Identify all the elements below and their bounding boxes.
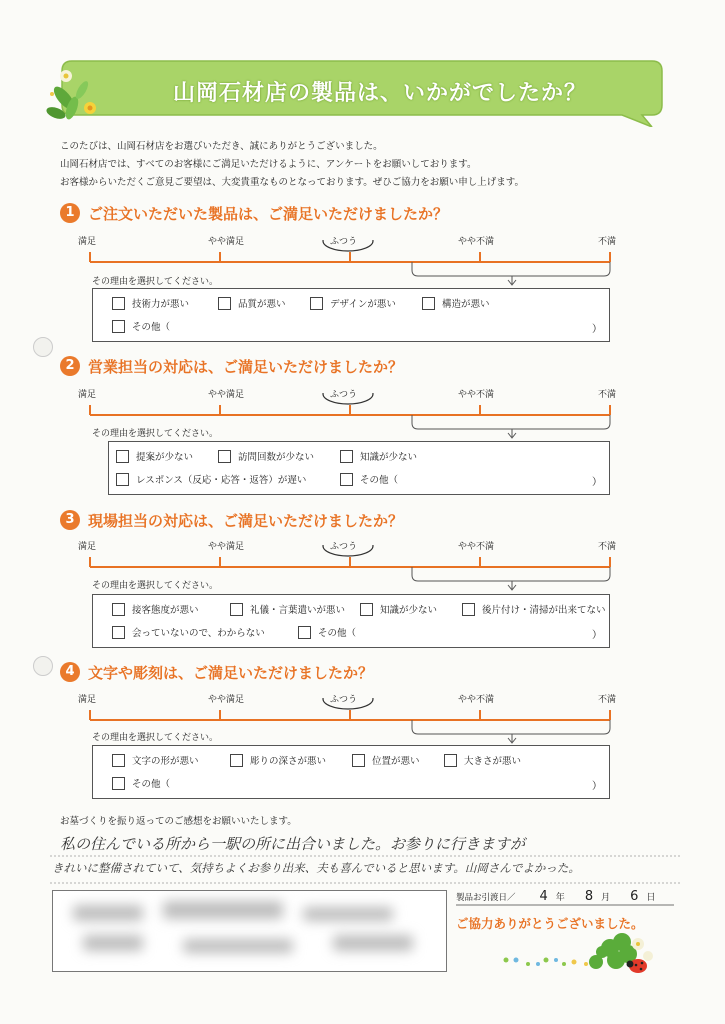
q2-option-4[interactable]: レスポンス（反応・応答・返答）が遅い (116, 472, 306, 486)
checkbox[interactable] (218, 297, 231, 310)
checkbox[interactable] (112, 777, 125, 790)
scale-satisfied: 満足 (78, 695, 97, 705)
q1-close-paren: ） (592, 324, 602, 335)
clover-ladybug-icon (498, 930, 678, 978)
scale-satisfied: 満足 (78, 542, 97, 552)
punch-hole-bottom (33, 656, 53, 676)
intro-line-1: このたびは、山岡石材店をお選びいただき、誠にありがとうございました。 (60, 141, 383, 152)
checkbox[interactable] (360, 603, 373, 616)
question-1-text: ご注文いただいた製品は、ご満足いただけましたか？ (88, 205, 449, 223)
scale-dissatisfied: 不満 (598, 237, 617, 247)
checkbox[interactable] (444, 754, 457, 767)
scale-neutral: ふつう (330, 390, 358, 400)
checkbox[interactable] (340, 450, 353, 463)
year-unit: 年 (555, 893, 565, 903)
checkbox[interactable] (116, 473, 129, 486)
q1-option-1[interactable]: 技術力が悪い (112, 296, 189, 310)
checkbox[interactable] (340, 473, 353, 486)
month-unit: 月 (601, 893, 611, 903)
question-4-number: 4 (60, 662, 80, 682)
scale-dissatisfied: 不満 (598, 390, 617, 400)
q2-close-paren: ） (592, 477, 602, 488)
q3-option-3[interactable]: 知識が少ない (360, 602, 437, 616)
q4-option-other[interactable]: その他（ (112, 776, 170, 790)
delivery-date-label: 製品お引渡日／ (456, 893, 516, 903)
scale-somewhat-satisfied: やや満足 (208, 390, 245, 400)
scale-dissatisfied: 不満 (598, 695, 617, 705)
comment-rule-1 (50, 855, 680, 857)
checkbox[interactable] (116, 450, 129, 463)
q1-option-3[interactable]: デザインが悪い (310, 296, 396, 310)
delivery-month: 8 (584, 889, 594, 904)
scale-somewhat-dissatisfied: やや不満 (458, 542, 495, 552)
checkbox[interactable] (422, 297, 435, 310)
scale-somewhat-dissatisfied: やや不満 (458, 695, 495, 705)
comment-line-2: きれいに整備されていて、気持ちよくお参り出来、夫も喜んでいると思います。山岡さんでよかった。 (52, 861, 580, 875)
delivery-day: 6 (630, 889, 639, 904)
q3-option-other[interactable]: その他（ (298, 625, 356, 639)
checkbox[interactable] (230, 603, 243, 616)
checkbox[interactable] (462, 603, 475, 616)
question-3-reason-prompt: その理由を選択してください。 (92, 581, 219, 591)
q3-option-4[interactable]: 後片付け・清掃が出来てない (462, 602, 606, 616)
question-3-text: 現場担当の対応は、ご満足いただけましたか？ (88, 512, 404, 530)
checkbox[interactable] (298, 626, 311, 639)
checkbox[interactable] (352, 754, 365, 767)
q2-option-2[interactable]: 訪問回数が少ない (218, 449, 314, 463)
leaf-flower-icon (42, 58, 112, 128)
question-2-text: 営業担当の対応は、ご満足いただけましたか？ (88, 358, 404, 376)
question-3-number: 3 (60, 510, 80, 530)
delivery-date (456, 889, 655, 904)
scale-somewhat-satisfied: やや満足 (208, 542, 245, 552)
scale-somewhat-dissatisfied: やや不満 (458, 237, 495, 247)
redacted-name-box (52, 890, 447, 972)
scale-satisfied: 満足 (78, 237, 97, 247)
checkbox[interactable] (112, 603, 125, 616)
q4-option-2[interactable]: 彫りの深さが悪い (230, 753, 326, 767)
page-title: 山岡石材店の製品は、いかがでしたか？ (172, 81, 587, 106)
comment-rule-2 (50, 882, 680, 884)
scale-somewhat-satisfied: やや満足 (208, 237, 245, 247)
checkbox[interactable] (112, 626, 125, 639)
q3-close-paren: ） (592, 630, 602, 641)
question-1-number: 1 (60, 203, 80, 223)
intro-line-2: 山岡石材店では、すべてのお客様にご満足いただけるように、アンケートをお願いしております。 (60, 159, 477, 170)
scale-somewhat-satisfied: やや満足 (208, 695, 245, 705)
checkbox[interactable] (310, 297, 323, 310)
checkbox[interactable] (230, 754, 243, 767)
delivery-date-underline (456, 904, 674, 906)
scale-satisfied: 満足 (78, 390, 97, 400)
q1-option-2[interactable]: 品質が悪い (218, 296, 286, 310)
intro-line-3: お客様からいただくご意見ご要望は、大変貴重なものとなっております。ぜひご協力をお願い申し上げます。 (60, 177, 524, 188)
scale-somewhat-dissatisfied: やや不満 (458, 390, 495, 400)
checkbox[interactable] (112, 754, 125, 767)
q3-option-2[interactable]: 礼儀・言葉遣いが悪い (230, 602, 345, 616)
punch-hole-top (33, 337, 53, 357)
question-2-reason-prompt: その理由を選択してください。 (92, 429, 219, 439)
scale-neutral: ふつう (330, 695, 358, 705)
q4-option-4[interactable]: 大きさが悪い (444, 753, 521, 767)
question-4-reason-prompt: その理由を選択してください。 (92, 733, 219, 743)
thanks-message: ご協力ありがとうございました。 (456, 916, 644, 931)
scale-dissatisfied: 不満 (598, 542, 617, 552)
q2-option-3[interactable]: 知識が少ない (340, 449, 417, 463)
checkbox[interactable] (112, 320, 125, 333)
question-4-text: 文字や彫刻は、ご満足いただけましたか？ (88, 664, 374, 682)
question-1-reason-prompt: その理由を選択してください。 (92, 277, 219, 287)
day-unit: 日 (646, 893, 656, 903)
checkbox[interactable] (218, 450, 231, 463)
comments-prompt: お墓づくりを振り返ってのご感想をお願いいたします。 (60, 816, 297, 827)
q4-close-paren: ） (592, 781, 602, 792)
q2-option-other[interactable]: その他（ (340, 472, 398, 486)
comment-line-1: 私の住んでいる所から一駅の所に出合いました。お参りに行きますが (60, 835, 526, 853)
q1-option-4[interactable]: 構造が悪い (422, 296, 490, 310)
q4-option-3[interactable]: 位置が悪い (352, 753, 420, 767)
q3-option-5[interactable]: 会っていないので、わからない (112, 625, 265, 639)
q3-option-1[interactable]: 接客態度が悪い (112, 602, 199, 616)
delivery-year: 4 (539, 889, 548, 904)
q1-option-other[interactable]: その他（ (112, 319, 170, 333)
scale-neutral: ふつう (330, 237, 358, 247)
q4-option-1[interactable]: 文字の形が悪い (112, 753, 199, 767)
q2-option-1[interactable]: 提案が少ない (116, 449, 193, 463)
question-2-number: 2 (60, 356, 80, 376)
checkbox[interactable] (112, 297, 125, 310)
scale-neutral: ふつう (330, 542, 358, 552)
